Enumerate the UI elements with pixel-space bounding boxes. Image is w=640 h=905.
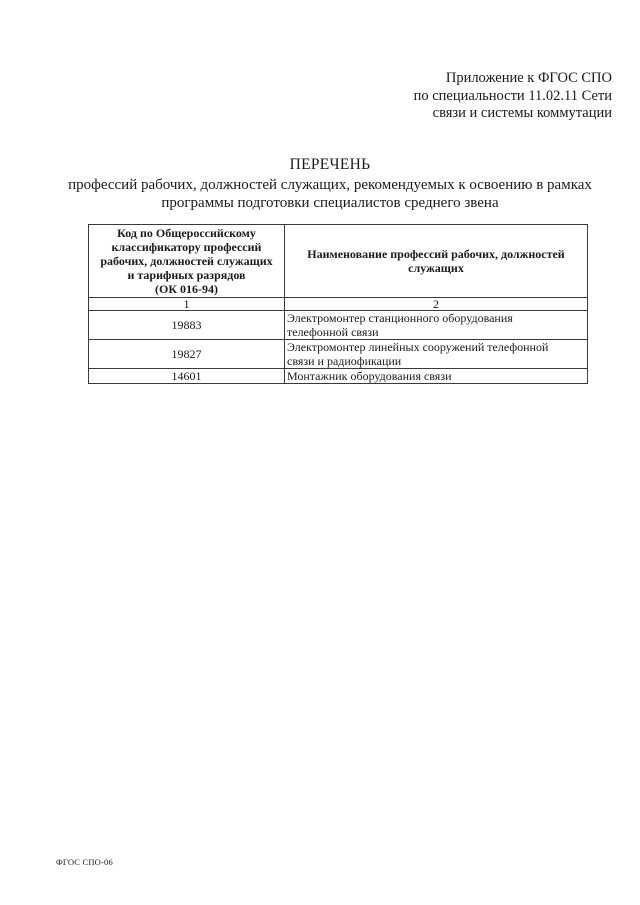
profession-code: 19883 bbox=[89, 311, 285, 340]
profession-code: 14601 bbox=[89, 369, 285, 384]
footer-code: ФГОС СПО-06 bbox=[56, 857, 113, 867]
column-number: 2 bbox=[285, 298, 588, 311]
appendix-line: Приложение к ФГОС СПО bbox=[445, 70, 612, 86]
table-row bbox=[89, 369, 588, 384]
document-title bbox=[40, 156, 620, 212]
profession-name bbox=[285, 369, 588, 384]
table-header-row bbox=[89, 225, 588, 298]
table-row bbox=[89, 340, 588, 369]
header-code-line: Код по Общероссийскому bbox=[117, 226, 256, 240]
appendix-line: по специальности 11.02.11 Сети bbox=[413, 87, 612, 104]
professions-table bbox=[88, 224, 588, 384]
header-name-line: служащих bbox=[408, 261, 464, 275]
column-number: 1 bbox=[89, 298, 285, 311]
profession-name-line: Электромонтер станционного оборудования bbox=[287, 311, 513, 325]
title-line: профессий рабочих, должностей служащих, рекомендуемых к освоению в рамках bbox=[68, 177, 592, 193]
profession-name-line: Электромонтер линейных сооружений телефонной bbox=[287, 340, 549, 354]
title-line: программы подготовки специалистов среднего звена bbox=[161, 195, 499, 211]
appendix-line: связи и системы коммутации bbox=[432, 105, 612, 121]
header-code-line: (ОК 016-94) bbox=[154, 282, 219, 296]
profession-name bbox=[285, 311, 588, 340]
header-code bbox=[89, 225, 285, 298]
profession-name-line: Монтажник оборудования связи bbox=[287, 369, 452, 383]
header-code-line: и тарифных разрядов bbox=[127, 268, 246, 282]
header-code-line: рабочих, должностей служащих bbox=[100, 254, 273, 268]
appendix-note bbox=[414, 70, 612, 123]
header-name-line: Наименование профессий рабочих, должностей bbox=[307, 247, 565, 261]
table-row bbox=[89, 311, 588, 340]
title-heading: ПЕРЕЧЕНЬ bbox=[289, 156, 371, 173]
column-number-row bbox=[89, 298, 588, 311]
profession-name-line: телефонной связи bbox=[287, 325, 379, 339]
header-name bbox=[285, 225, 588, 298]
profession-name bbox=[285, 340, 588, 369]
header-code-line: классификатору профессий bbox=[111, 240, 262, 254]
profession-name-line: связи и радиофикации bbox=[287, 354, 402, 368]
profession-code: 19827 bbox=[89, 340, 285, 369]
